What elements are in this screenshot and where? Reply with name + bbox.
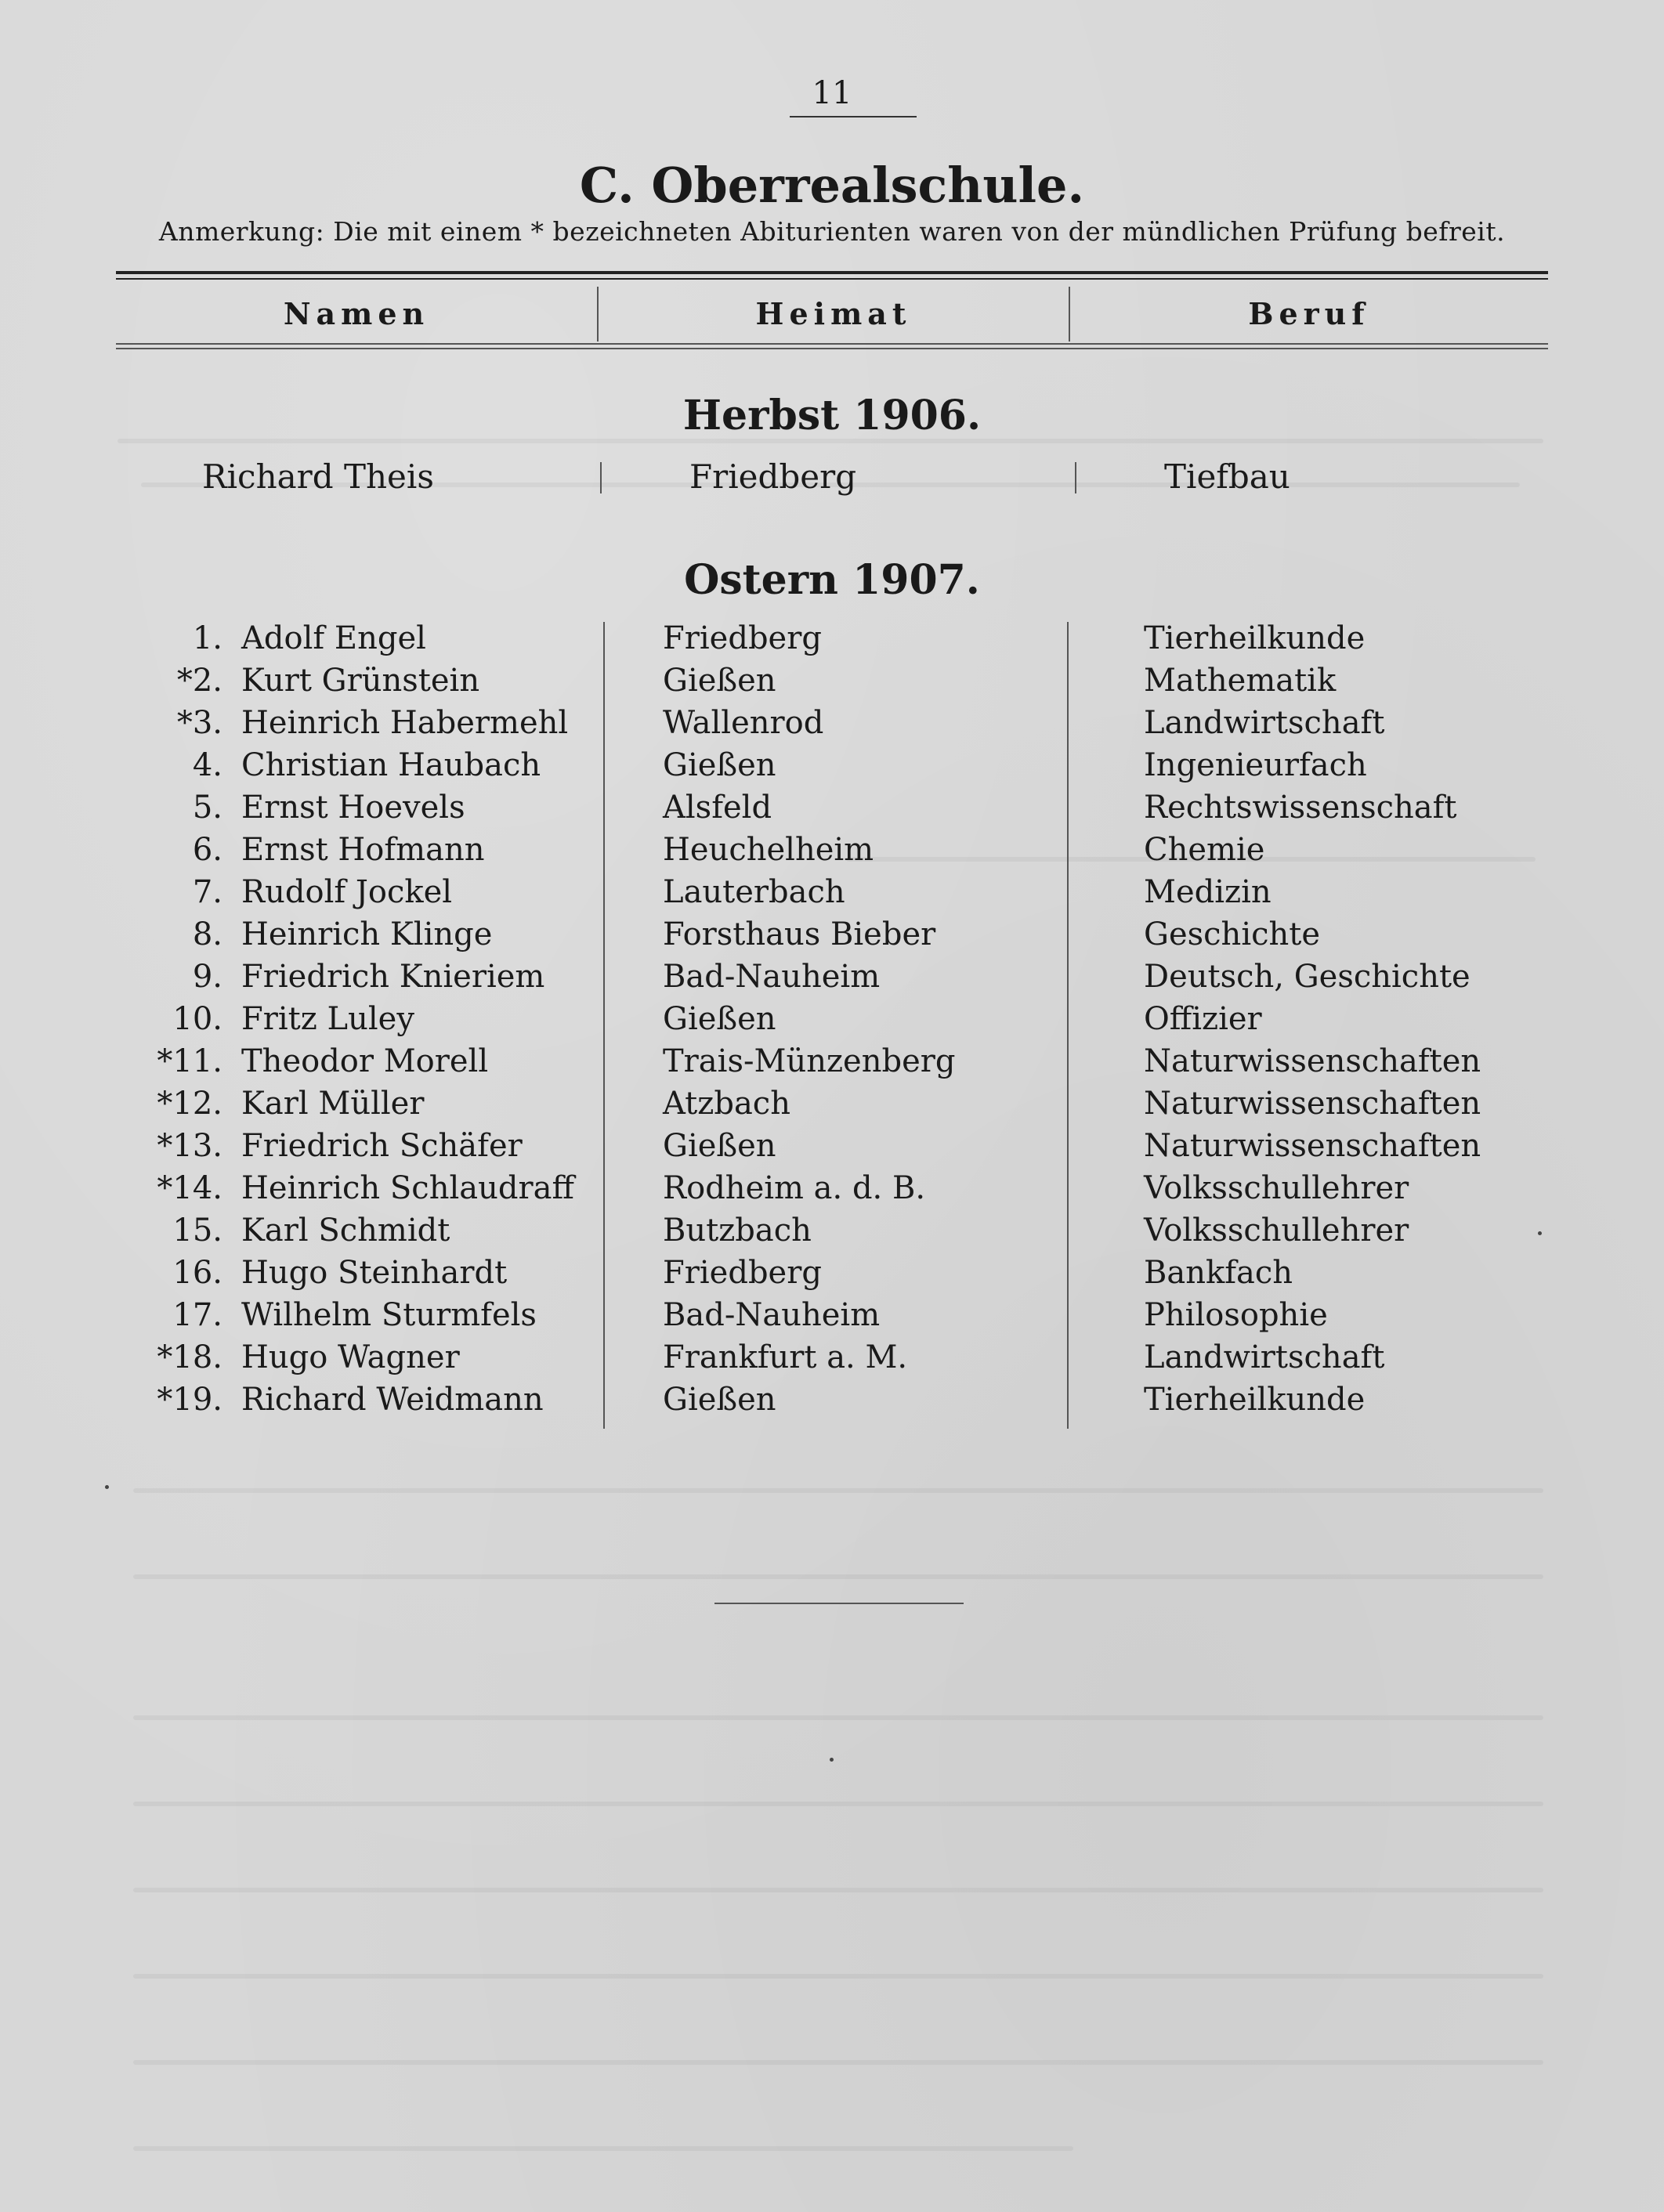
student-profession: Volksschullehrer: [1144, 1213, 1409, 1249]
table-row: [0, 1213, 1664, 1255]
student-name: Heinrich Schlaudraff: [241, 1170, 574, 1206]
header-bottom-rule-thin: [116, 348, 1548, 349]
bleed-through-line: [133, 2060, 1543, 2065]
student-name: Kurt Grünstein: [241, 663, 480, 699]
column-divider: [1075, 462, 1076, 493]
bleed-through-line: [133, 1802, 1543, 1806]
bleed-through-line: [133, 2146, 1073, 2151]
student-profession: Deutsch, Geschichte: [1144, 959, 1470, 995]
row-number: 17.: [172, 1297, 222, 1333]
student-hometown: Forsthaus Bieber: [663, 916, 936, 952]
section-note: Anmerkung: Die mit einem * bezeichneten Abiturienten waren von der mündlichen Prüfung befreit.: [158, 216, 1506, 247]
student-name: Wilhelm Sturmfels: [241, 1297, 537, 1333]
section-title: C. Oberrealschule.: [579, 157, 1085, 214]
table-row: [0, 916, 1664, 959]
student-profession: Landwirtschaft: [1144, 705, 1385, 741]
student-name: Richard Weidmann: [241, 1382, 544, 1418]
row-number: 9.: [192, 959, 222, 995]
student-hometown: Friedberg: [689, 457, 857, 496]
student-hometown: Gießen: [663, 1128, 776, 1164]
row-number: *11.: [157, 1043, 222, 1079]
row-number: 4.: [192, 747, 222, 783]
row-number: *13.: [157, 1128, 222, 1164]
table-row: [0, 1255, 1664, 1297]
bleed-through-line: [133, 1888, 1543, 1892]
student-profession: Tiefbau: [1164, 457, 1290, 496]
student-name: Friedrich Knieriem: [241, 959, 545, 995]
student-profession: Naturwissenschaften: [1144, 1043, 1481, 1079]
student-hometown: Friedberg: [663, 620, 822, 656]
student-profession: Medizin: [1144, 874, 1272, 910]
student-profession: Offizier: [1144, 1001, 1262, 1037]
student-profession: Bankfach: [1144, 1255, 1293, 1291]
row-number: *19.: [157, 1382, 222, 1418]
student-name: Richard Theis: [202, 457, 434, 496]
student-hometown: Wallenrod: [663, 705, 824, 741]
student-profession: Geschichte: [1144, 916, 1321, 952]
table-row: [0, 874, 1664, 916]
student-name: Rudolf Jockel: [241, 874, 453, 910]
bleed-through-line: [133, 1574, 1543, 1579]
student-hometown: Bad-Nauheim: [663, 959, 881, 995]
table-row: [0, 747, 1664, 790]
table-row: [0, 1339, 1664, 1382]
closing-rule: [714, 1603, 964, 1604]
column-header-name: Namen: [283, 296, 430, 331]
row-number: 5.: [192, 790, 222, 826]
table-row: [0, 1128, 1664, 1170]
table-row: [0, 959, 1664, 1001]
table-row: [0, 1297, 1664, 1339]
table-row: [0, 790, 1664, 832]
student-name: Ernst Hoevels: [241, 790, 465, 826]
table-row: [0, 705, 1664, 747]
student-profession: Philosophie: [1144, 1297, 1328, 1333]
header-top-rule-thin: [116, 278, 1548, 280]
table-row: [0, 1043, 1664, 1086]
student-profession: Ingenieurfach: [1144, 747, 1367, 783]
table-row: [0, 1001, 1664, 1043]
student-profession: Chemie: [1144, 832, 1265, 868]
header-top-rule: [116, 271, 1548, 274]
page-number: 11: [812, 75, 852, 111]
student-profession: Mathematik: [1144, 663, 1337, 699]
table-row: [0, 663, 1664, 705]
table-row: [0, 620, 1664, 663]
student-name: Heinrich Klinge: [241, 916, 493, 952]
student-name: Hugo Steinhardt: [241, 1255, 508, 1291]
bleed-through-line: [133, 1488, 1543, 1493]
student-hometown: Heuchelheim: [663, 832, 874, 868]
student-hometown: Gießen: [663, 1001, 776, 1037]
print-speck: [105, 1485, 109, 1489]
student-hometown: Friedberg: [663, 1255, 822, 1291]
table-row: [0, 832, 1664, 874]
row-number: 1.: [192, 620, 222, 656]
student-name: Hugo Wagner: [241, 1339, 460, 1375]
table-row: [0, 1086, 1664, 1128]
student-hometown: Gießen: [663, 663, 776, 699]
term-heading: Ostern 1907.: [684, 556, 980, 604]
row-number: *12.: [157, 1086, 222, 1122]
bleed-through-line: [133, 1715, 1543, 1720]
bleed-through-line: [133, 1974, 1543, 1979]
student-hometown: Trais-Münzenberg: [663, 1043, 956, 1079]
student-profession: Naturwissenschaften: [1144, 1086, 1481, 1122]
student-name: Theodor Morell: [241, 1043, 489, 1079]
student-hometown: Gießen: [663, 1382, 776, 1418]
page-number-rule: [790, 116, 917, 117]
row-number: 16.: [172, 1255, 222, 1291]
row-number: *2.: [176, 663, 222, 699]
student-hometown: Lauterbach: [663, 874, 845, 910]
student-name: Fritz Luley: [241, 1001, 414, 1037]
header-bottom-rule: [116, 343, 1548, 345]
row-number: 10.: [172, 1001, 222, 1037]
student-hometown: Atzbach: [663, 1086, 790, 1122]
student-name: Christian Haubach: [241, 747, 541, 783]
row-number: 7.: [192, 874, 222, 910]
student-profession: Tierheilkunde: [1144, 620, 1366, 656]
row-number: 8.: [192, 916, 222, 952]
row-number: 15.: [172, 1213, 222, 1249]
student-profession: Naturwissenschaften: [1144, 1128, 1481, 1164]
student-name: Adolf Engel: [241, 620, 426, 656]
column-header-profession: Beruf: [1248, 296, 1370, 331]
term-heading: Herbst 1906.: [682, 392, 982, 439]
table-row: [0, 1382, 1664, 1424]
print-speck: [830, 1758, 834, 1762]
student-profession: Landwirtschaft: [1144, 1339, 1385, 1375]
print-speck: [1538, 1231, 1542, 1235]
student-name: Ernst Hofmann: [241, 832, 485, 868]
student-hometown: Bad-Nauheim: [663, 1297, 881, 1333]
column-divider: [600, 462, 602, 493]
student-name: Karl Schmidt: [241, 1213, 450, 1249]
student-hometown: Alsfeld: [663, 790, 772, 826]
table-row: [0, 1170, 1664, 1213]
row-number: 6.: [192, 832, 222, 868]
student-hometown: Frankfurt a. M.: [663, 1339, 908, 1375]
student-hometown: Butzbach: [663, 1213, 812, 1249]
student-name: Karl Müller: [241, 1086, 425, 1122]
student-name: Friedrich Schäfer: [241, 1128, 523, 1164]
student-profession: Tierheilkunde: [1144, 1382, 1366, 1418]
student-profession: Volksschullehrer: [1144, 1170, 1409, 1206]
student-profession: Rechtswissenschaft: [1144, 790, 1457, 826]
row-number: *14.: [157, 1170, 222, 1206]
column-header-hometown: Heimat: [755, 296, 912, 331]
student-name: Heinrich Habermehl: [241, 705, 569, 741]
row-number: *18.: [157, 1339, 222, 1375]
row-number: *3.: [176, 705, 222, 741]
student-hometown: Gießen: [663, 747, 776, 783]
student-hometown: Rodheim a. d. B.: [663, 1170, 926, 1206]
